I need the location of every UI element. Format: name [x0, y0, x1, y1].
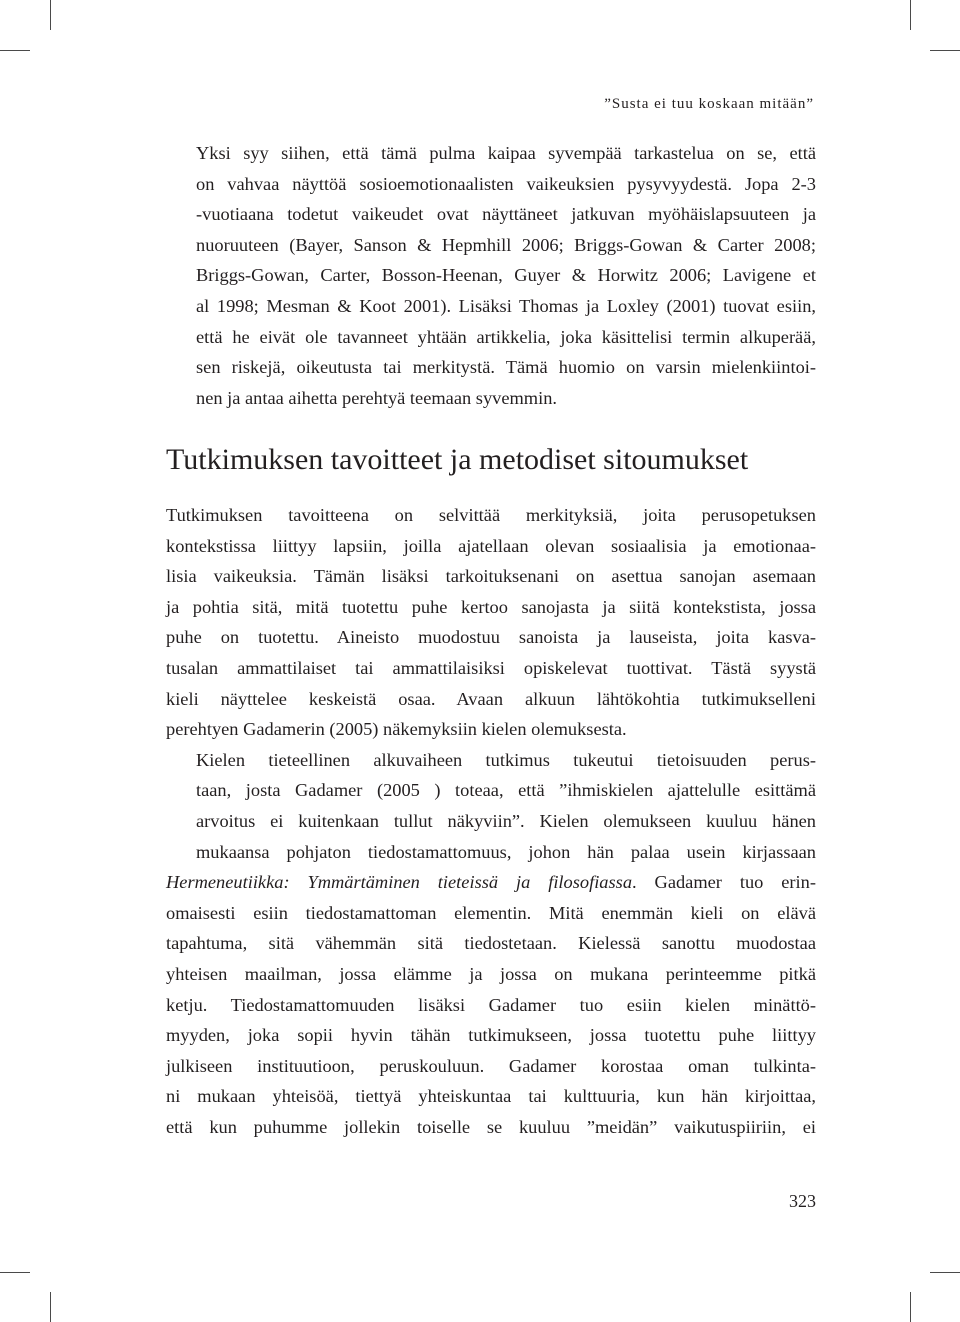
- text-fragment: . Gadamer tuo erin-: [632, 872, 816, 893]
- crop-mark-bottom-left: [50, 1292, 51, 1322]
- text-line: ja pohtia sitä, mitä tuotettu puhe kertoo sanojasta ja siitä kontekstista, jossa: [166, 596, 816, 617]
- book-title: Hermeneutiikka: Ymmärtäminen tieteissä ja filosofiassa: [166, 872, 633, 893]
- text-line: perehtyen Gadamerin (2005) näkemyksiin kielen olemuksesta.: [166, 719, 627, 740]
- text-line: al 1998; Mesman & Koot 2001). Lisäksi Thomas ja Loxley (2001) tuovat esiin,: [196, 295, 816, 316]
- text-line: sen riskejä, oikeutusta tai merkitystä. Tämä huomio on varsin mielenkiintoi-: [196, 357, 816, 378]
- running-head: ”Susta ei tuu koskaan mitään”: [604, 96, 814, 112]
- text-line: Yksi syy siihen, että tämä pulma kaipaa syvempää tarkastelua on se, että: [196, 143, 816, 163]
- text-line: yhteisen maailman, jossa elämme ja jossa on mukana perinteemme pitkä: [166, 963, 816, 984]
- section-title: Tutkimuksen tavoitteet ja metodiset sitoumukset: [166, 443, 749, 476]
- text-line: että kun puhumme jollekin toiselle se kuuluu ”meidän” vaikutuspiiriin, ei: [166, 1116, 816, 1137]
- crop-mark-left-top: [0, 50, 30, 51]
- text-line: nen ja antaa aihetta perehtyä teemaan syvemmin.: [196, 387, 558, 408]
- crop-mark-bottom-right: [910, 1292, 911, 1322]
- text-line: arvoitus ei kuitenkaan tullut näkyviin”. Kielen olemukseen kuuluu hänen: [196, 810, 816, 831]
- text-line: Tutkimuksen tavoitteena on selvittää merkityksiä, joita perusopetuksen: [166, 505, 816, 525]
- text-line: kieli näyttelee keskeistä osaa. Avaan alkuun lähtökohtia tutkimukselleni: [166, 688, 816, 709]
- text-line: omaisesti esiin tiedostamattoman elementin. Mitä enemmän kieli on elävä: [166, 902, 816, 923]
- text-line: -vuotiaana todetut vaikeudet ovat näyttäneet jatkuvan myöhäislapsuuteen ja: [196, 204, 816, 225]
- text-line: puhe on tuotettu. Aineisto muodostuu sanoista ja lauseista, joita kasva-: [166, 627, 816, 648]
- crop-mark-right-top: [930, 50, 960, 51]
- paragraph-1-text: [166, 138, 816, 413]
- text-line: julkiseen instituutioon, peruskouluun. Gadamer korostaa oman tulkinta-: [166, 1055, 816, 1076]
- text-line: kontekstissa liittyy lapsiin, joilla ajatellaan olevan sosiaalisia ja emotionaa-: [166, 535, 816, 556]
- page-number: 323: [789, 1191, 816, 1211]
- paragraph-1: [166, 138, 816, 413]
- text-line: Briggs-Gowan, Carter, Bosson-Heenan, Guyer & Horwitz 2006; Lavigene et: [196, 265, 816, 286]
- body-text: [166, 500, 816, 1142]
- text-line: Kielen tieteellinen alkuvaiheen tutkimus tukeutui tietoisuuden perus-: [196, 749, 816, 770]
- text-line-with-italic: [166, 867, 816, 898]
- text-line: nuoruuteen (Bayer, Sanson & Hepmhill 2006; Briggs-Gowan & Carter 2008;: [196, 234, 816, 255]
- paragraph-2: [166, 500, 816, 745]
- crop-mark-left-bottom: [0, 1272, 30, 1273]
- text-line: mukaansa pohjaton tiedostamattomuus, johon hän palaa usein kirjassaan: [196, 841, 816, 862]
- text-line: että he eivät ole tavanneet yhtään artikkelia, joka käsittelisi termin alkuperää,: [196, 326, 816, 347]
- text-line: lisia vaikeuksia. Tämän lisäksi tarkoituksenani on asettua sanojan asemaan: [166, 566, 816, 587]
- text-line: ketju. Tiedostamattomuuden lisäksi Gadamer tuo esiin kielen minättö-: [166, 994, 816, 1015]
- paragraph-3: [166, 745, 816, 1143]
- text-line: taan, josta Gadamer (2005 ) toteaa, että ”ihmiskielen ajattelulle esittämä: [196, 780, 816, 801]
- crop-mark-top-left: [50, 0, 51, 30]
- text-line: on vahvaa näyttöä sosioemotionaalisten vaikeuksien pysyvyydestä. Jopa 2-3: [196, 173, 816, 194]
- crop-mark-top-right: [910, 0, 911, 30]
- text-line: tusalan ammattilaiset tai ammattilaisiksi opiskelevat tuottivat. Tästä syystä: [166, 657, 816, 678]
- crop-mark-right-bottom: [930, 1272, 960, 1273]
- text-line: tapahtuma, sitä vähemmän sitä tiedostetaan. Kielessä sanottu muodostaa: [166, 933, 816, 954]
- text-line: ni mukaan yhteisöä, tiettyä yhteiskuntaa tai kulttuuria, kun hän kirjoittaa,: [166, 1086, 816, 1107]
- text-line: myyden, joka sopii hyvin tähän tutkimukseen, jossa tuotettu puhe liittyy: [166, 1025, 816, 1046]
